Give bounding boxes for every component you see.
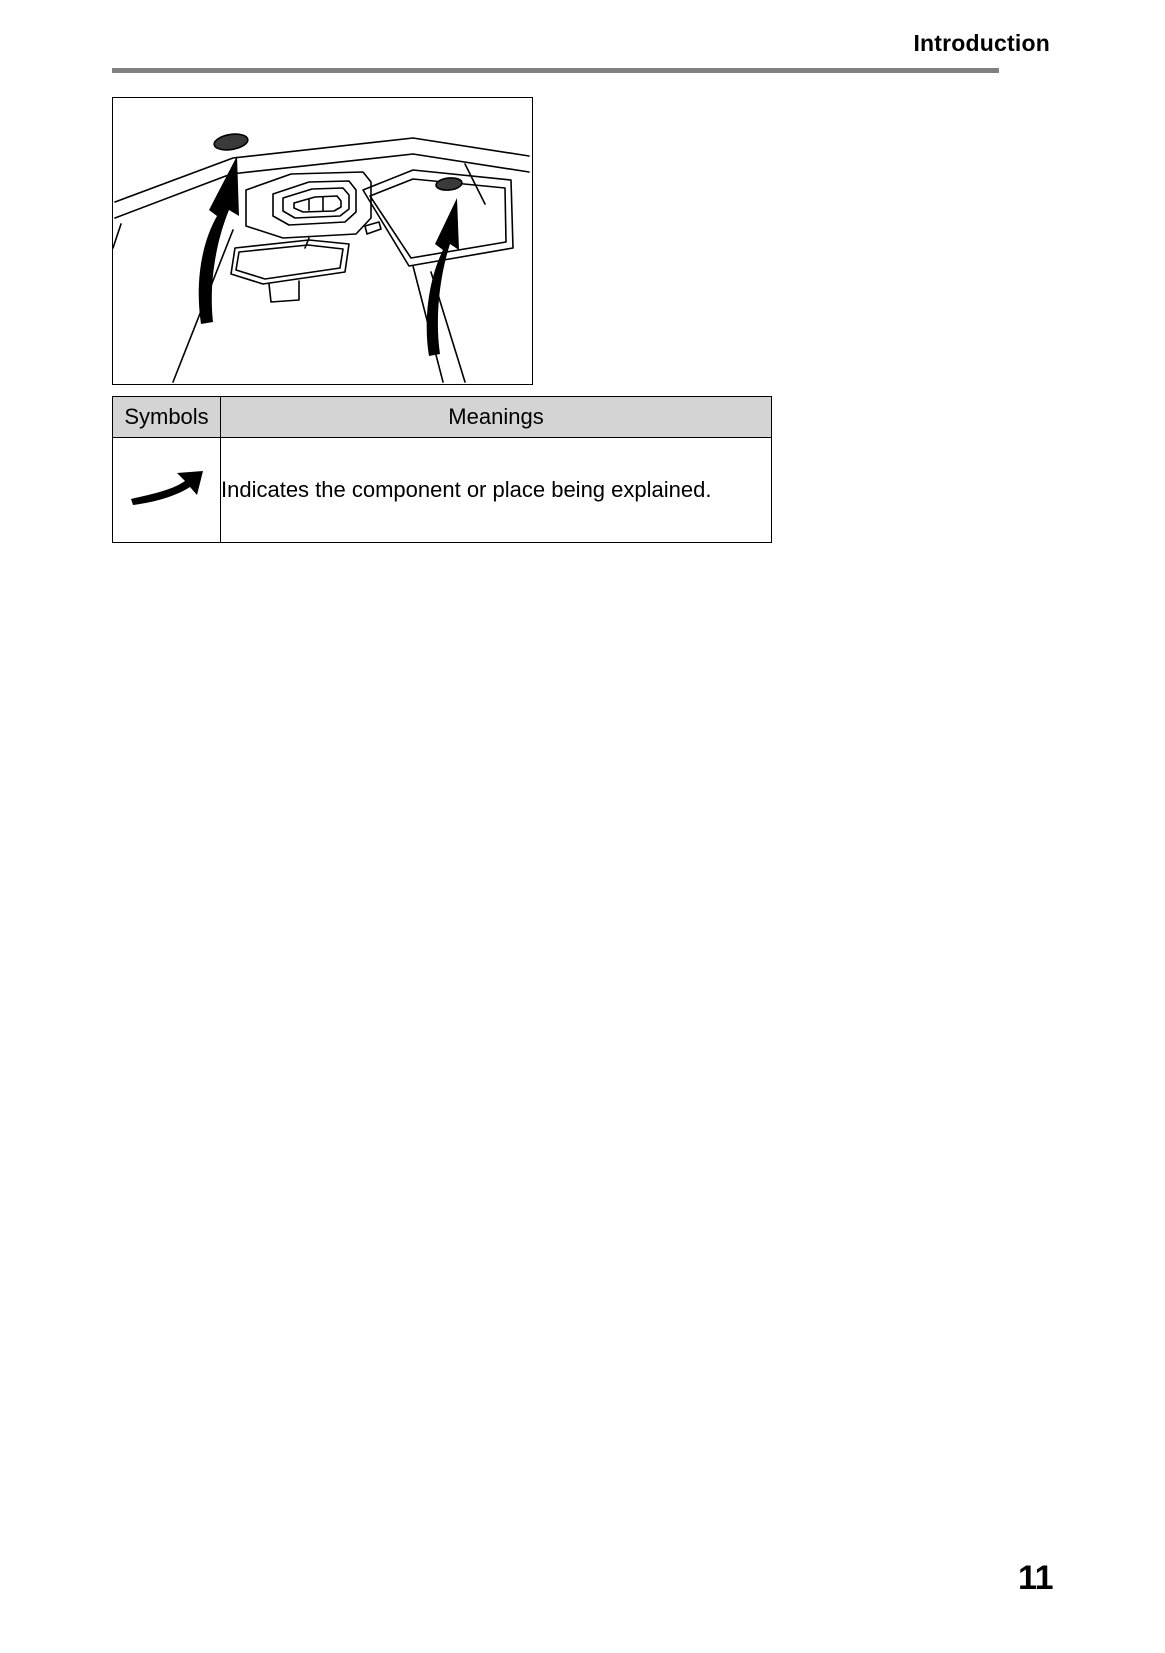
column-header-meanings: Meanings xyxy=(221,397,772,438)
table-header-row xyxy=(113,397,772,438)
page-header-title: Introduction xyxy=(913,30,1050,56)
highlighted-component-left xyxy=(213,132,249,152)
header-divider xyxy=(112,68,999,73)
illustration-figure xyxy=(112,97,533,385)
page-number: 11 xyxy=(1018,1559,1053,1597)
table-row xyxy=(113,438,772,543)
column-header-symbols: Symbols xyxy=(113,397,221,438)
meaning-cell: Indicates the component or place being explained. xyxy=(221,438,772,543)
highlighted-component-right xyxy=(435,177,462,192)
windshield-header-drawing xyxy=(113,98,531,383)
symbols-meanings-table xyxy=(112,396,772,543)
pointer-arrow-left xyxy=(199,156,239,324)
symbol-cell xyxy=(113,438,221,543)
pointer-arrow-right xyxy=(427,198,459,356)
curved-arrow-icon xyxy=(127,465,207,511)
